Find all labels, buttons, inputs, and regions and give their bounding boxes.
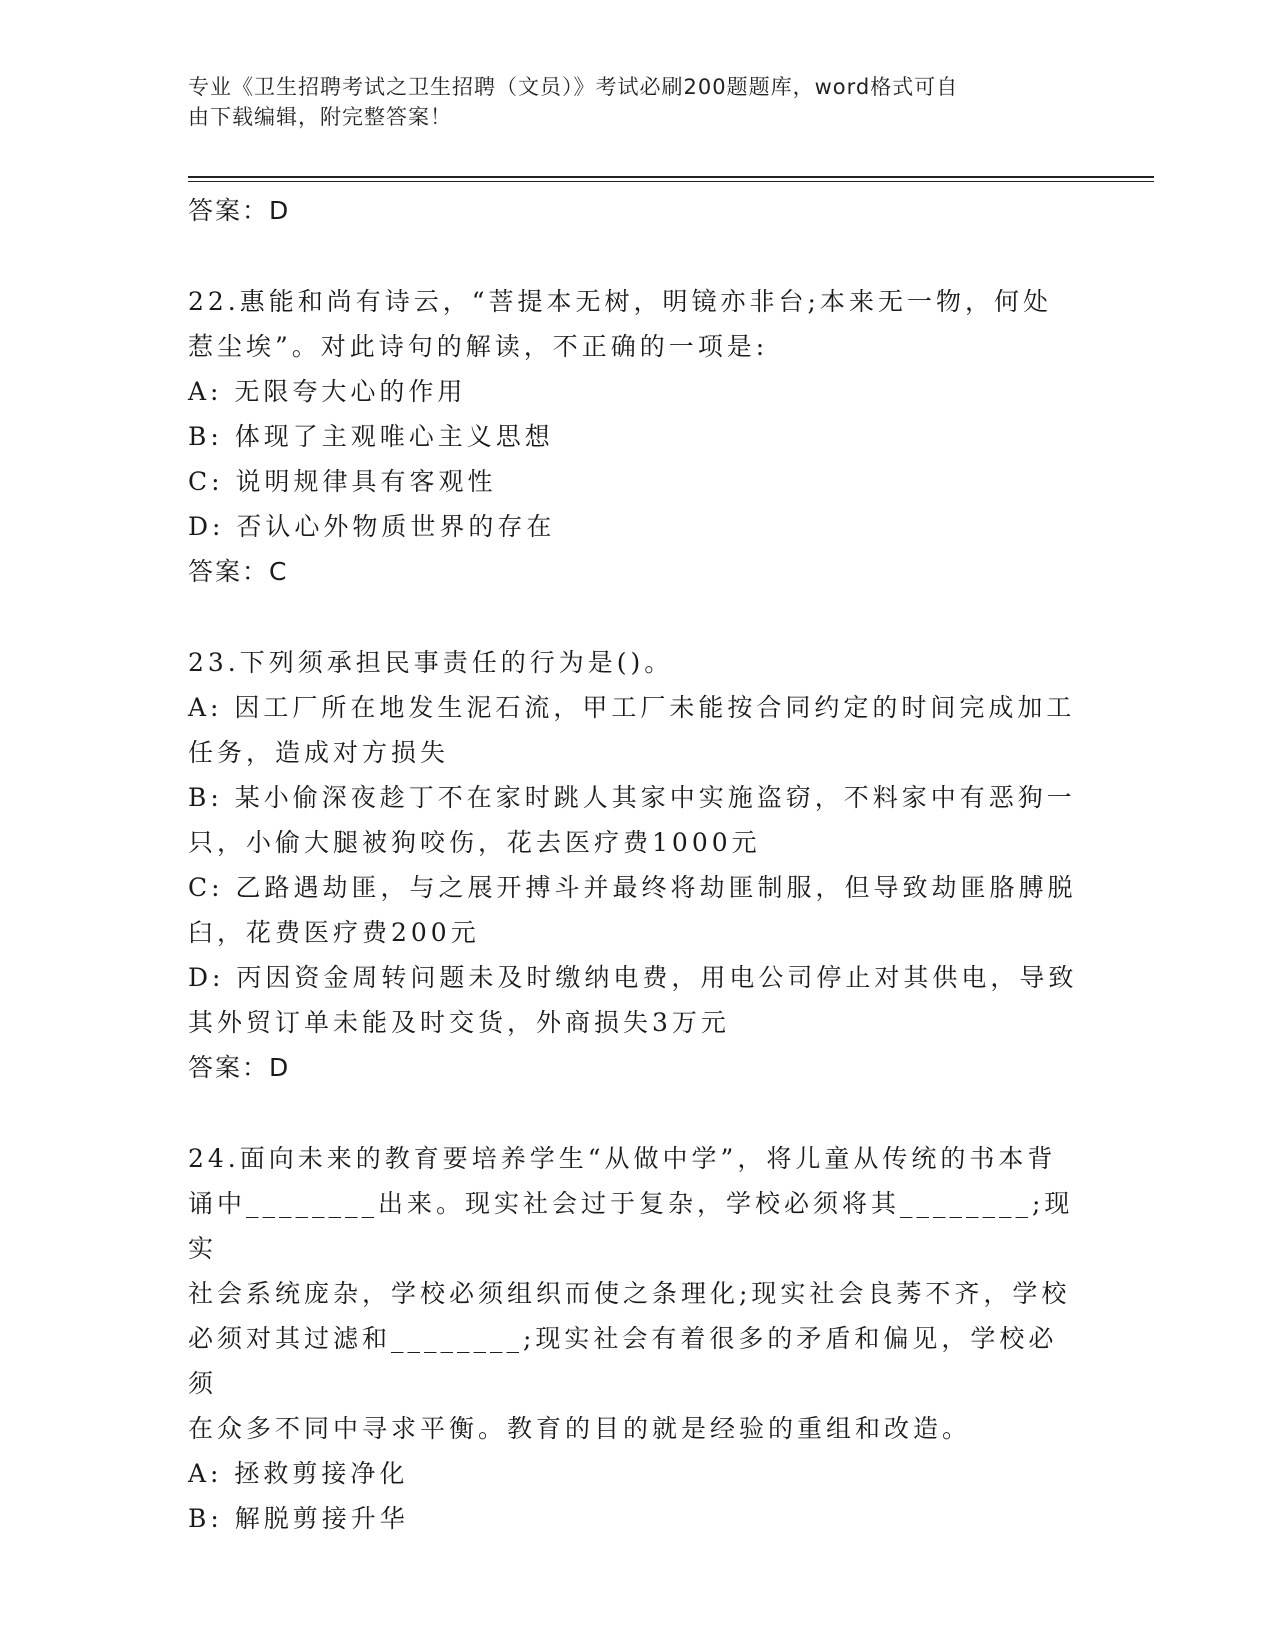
option-d-continued: 其外贸订单未能及时交货，外商损失3万元 [188, 1008, 730, 1037]
header-rule-thick [188, 176, 1154, 178]
answer-line: 答案：C [188, 557, 289, 586]
option-d: D: 丙因资金周转问题未及时缴纳电费，用电公司停止对其供电，导致 [188, 963, 1078, 992]
header-rule-thin [188, 181, 1154, 182]
question-22 [188, 279, 1078, 594]
option-b: B: 解脱剪接升华 [188, 1504, 409, 1533]
option-b: B: 体现了主观唯心主义思想 [188, 422, 554, 451]
document-body [188, 188, 1078, 1541]
question-stem-line: 社会系统庞杂，学校必须组织而使之条理化;现实社会良莠不齐，学校 [188, 1279, 1071, 1308]
question-24 [188, 1136, 1078, 1541]
header-line-2: 由下载编辑，附完整答案！ [188, 105, 452, 129]
option-a: A: 因工厂所在地发生泥石流，甲工厂未能按合同约定的时间完成加工 [188, 693, 1076, 722]
option-a: A: 拯救剪接净化 [188, 1459, 409, 1488]
option-b-continued: 只，小偷大腿被狗咬伤，花去医疗费1000元 [188, 828, 761, 857]
option-c: C: 乙路遇劫匪，与之展开搏斗并最终将劫匪制服，但导致劫匪胳膊脱 [188, 873, 1077, 902]
option-a: A: 无限夸大心的作用 [188, 377, 467, 406]
option-b: B: 某小偷深夜趁丁不在家时跳人其家中实施盗窃，不料家中有恶狗一 [188, 783, 1076, 812]
spacer [188, 233, 1078, 279]
question-stem-line: 23.下列须承担民事责任的行为是()。 [188, 648, 674, 677]
spacer [188, 594, 1078, 640]
spacer [188, 1090, 1078, 1136]
question-stem-line: 在众多不同中寻求平衡。教育的目的就是经验的重组和改造。 [188, 1414, 972, 1443]
answer-line: 答案：D [188, 196, 291, 225]
answer-line: 答案：D [188, 1053, 291, 1082]
question-stem-line: 必须对其过滤和________;现实社会有着很多的矛盾和偏见，学校必须 [188, 1324, 1058, 1398]
option-d: D: 否认心外物质世界的存在 [188, 512, 556, 541]
header-line-1: 专业《卫生招聘考试之卫生招聘（文员）》考试必刷200题题库，word格式可自 [188, 75, 959, 99]
question-stem-line: 惹尘埃”。对此诗句的解读，不正确的一项是: [188, 332, 769, 361]
question-23 [188, 640, 1078, 1090]
option-c: C: 说明规律具有客观性 [188, 467, 497, 496]
document-header [188, 72, 1068, 132]
question-stem-line: 诵中________出来。现实社会过于复杂，学校必须将其________;现实 [188, 1189, 1074, 1263]
question-stem-line: 24.面向未来的教育要培养学生“从做中学”，将儿童从传统的书本背 [188, 1144, 1057, 1173]
option-c-continued: 臼，花费医疗费200元 [188, 918, 480, 947]
question-stem-line: 22.惠能和尚有诗云，“菩提本无树，明镜亦非台;本来无一物，何处 [188, 287, 1052, 316]
option-a-continued: 任务，造成对方损失 [188, 738, 450, 767]
